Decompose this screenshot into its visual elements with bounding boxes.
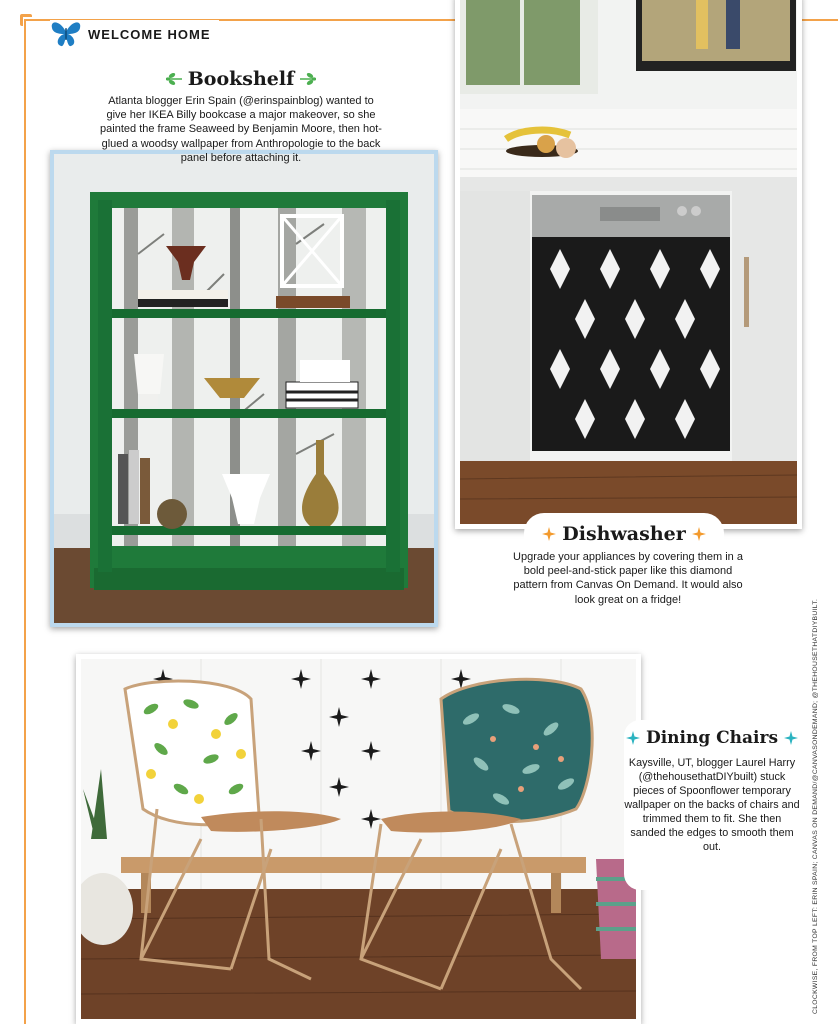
sparkle-icon	[542, 527, 556, 541]
frame-left-line	[24, 19, 26, 1024]
bookshelf-title	[100, 68, 382, 90]
bookshelf-body: Atlanta blogger Erin Spain (@erinspainblog) wanted to give her IKEA Billy bookcase a major makeover, so she painted the frame Seaweed by Benjamin Moore, then hot-glued a woodsy wallpaper from Anthropologie to the back panel before attaching it.	[100, 95, 382, 164]
butterfly-icon	[50, 20, 82, 48]
section-label-text: WELCOME HOME	[88, 26, 211, 42]
photo-credit: CLOCKWISE, FROM TOP LEFT: ERIN SPAIN; CANVAS ON DEMAND/@CANVASONDEMAND; @THEHOUSETHATDIYBUILT.	[812, 598, 819, 1014]
dishwasher-title	[524, 513, 724, 555]
dining-chairs-photo	[76, 654, 641, 1024]
dining-chairs-body: Kaysville, UT, blogger Laurel Harry (@thehousethatDIYbuilt) stuck pieces of Spoonflower temporary wallpaper on the backs of chairs and trimmed them to fit. She then sanded the edges to smooth them out.	[624, 757, 800, 853]
dining-chairs-title	[624, 728, 800, 748]
bookshelf-photo	[50, 150, 438, 627]
dishwasher-photo	[455, 0, 802, 529]
bookshelf-title-text: Bookshelf	[187, 68, 295, 90]
section-label	[50, 20, 219, 48]
leaf-sprig-icon	[166, 72, 182, 86]
bookshelf-caption	[100, 68, 382, 165]
dining-chairs-caption	[624, 720, 800, 890]
dishwasher-title-text: Dishwasher	[562, 523, 686, 545]
sparkle-icon	[692, 527, 706, 541]
dining-chairs-title-text: Dining Chairs	[645, 728, 779, 748]
leaf-sprig-icon	[300, 72, 316, 86]
sparkle-icon	[784, 731, 798, 745]
dishwasher-body: Upgrade your appliances by covering them in a bold peel-and-stick paper like this diamond pattern from Canvas On Demand. It would also look great on a fridge!	[513, 551, 743, 606]
frame-corner	[20, 14, 32, 26]
sparkle-icon	[626, 731, 640, 745]
